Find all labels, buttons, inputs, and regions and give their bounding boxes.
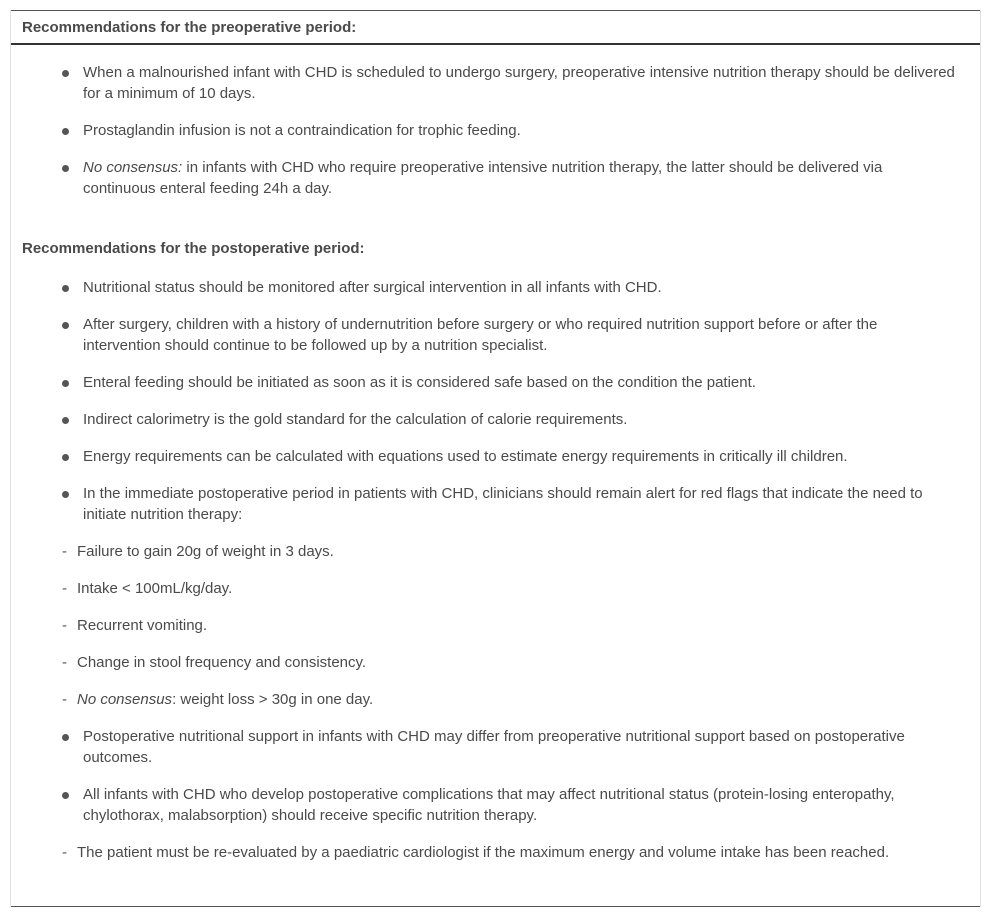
dash-icon: -: [62, 580, 67, 597]
item-text: Indirect calorimetry is the gold standard for the calculation of calorie requirements.: [83, 411, 628, 428]
bullet-icon: [62, 380, 69, 387]
header-rule: [11, 43, 980, 45]
item-text: Recurrent vomiting.: [77, 617, 208, 634]
bullet-icon: [62, 491, 69, 498]
bottom-rule: [11, 906, 980, 907]
item-text: The patient must be re-evaluated by a paediatric cardiologist if the maximum energy and volume intake has been reached.: [77, 844, 890, 861]
item-text: Enteral feeding should be initiated as soon as it is considered safe based on the condition the patient.: [83, 374, 756, 391]
bullet-icon: [62, 285, 69, 292]
bullet-icon: [62, 165, 69, 172]
bullet-icon: [62, 70, 69, 77]
bullet-icon: [62, 454, 69, 461]
dash-icon: -: [62, 844, 67, 861]
item-text: In the immediate postoperative period in patients with CHD, clinicians should remain alert for red flags that indicate the need to initiate nutrition therapy:: [83, 485, 923, 523]
item-text: Failure to gain 20g of weight in 3 days.: [77, 543, 334, 560]
item-text: [83, 157, 955, 199]
top-rule: [11, 10, 980, 11]
item-text: Intake < 100mL/kg/day.: [77, 580, 233, 597]
postoperative-heading: Recommendations for the postoperative period:: [22, 240, 365, 257]
item-text: After surgery, children with a history of undernutrition before surgery or who required nutrition support before or after the intervention should continue to be followed up by a nutrition specialist.: [83, 316, 878, 354]
item-text: Postoperative nutritional support in infants with CHD may differ from preoperative nutritional support based on postoperative outcomes.: [83, 728, 905, 766]
no-consensus-label: No consensus: [77, 691, 173, 708]
item-text: Change in stool frequency and consistency.: [77, 654, 367, 671]
preoperative-heading: Recommendations for the preoperative period:: [22, 19, 357, 36]
dash-icon: -: [62, 617, 67, 634]
bullet-icon: [62, 792, 69, 799]
bullet-icon: [62, 128, 69, 135]
bullet-icon: [62, 417, 69, 424]
no-consensus-label: No consensus:: [83, 159, 183, 176]
item-text: Nutritional status should be monitored after surgical intervention in all infants with CHD.: [83, 279, 662, 296]
item-body: in infants with CHD who require preoperative intensive nutrition therapy, the latter should be delivered via continuous enteral feeding 24h a day.: [83, 159, 883, 197]
dash-icon: -: [62, 543, 67, 560]
recommendations-table: [10, 10, 981, 907]
item-body: : weight loss > 30g in one day.: [172, 691, 374, 708]
item-text: When a malnourished infant with CHD is scheduled to undergo surgery, preoperative intensive nutrition therapy should be delivered for a minimum of 10 days.: [83, 64, 955, 102]
item-text: Prostaglandin infusion is not a contraindication for trophic feeding.: [83, 122, 521, 139]
item-text: All infants with CHD who develop postoperative complications that may affect nutritional status (protein-losing enteropathy, chylothorax, malabsorption) should receive specific nutrition therapy.: [83, 786, 895, 824]
dash-icon: -: [62, 691, 67, 708]
item-text: Energy requirements can be calculated with equations used to estimate energy requirements in critically ill children.: [83, 448, 848, 465]
dash-icon: -: [62, 654, 67, 671]
bullet-icon: [62, 322, 69, 329]
item-text: [77, 689, 957, 710]
bullet-icon: [62, 734, 69, 741]
